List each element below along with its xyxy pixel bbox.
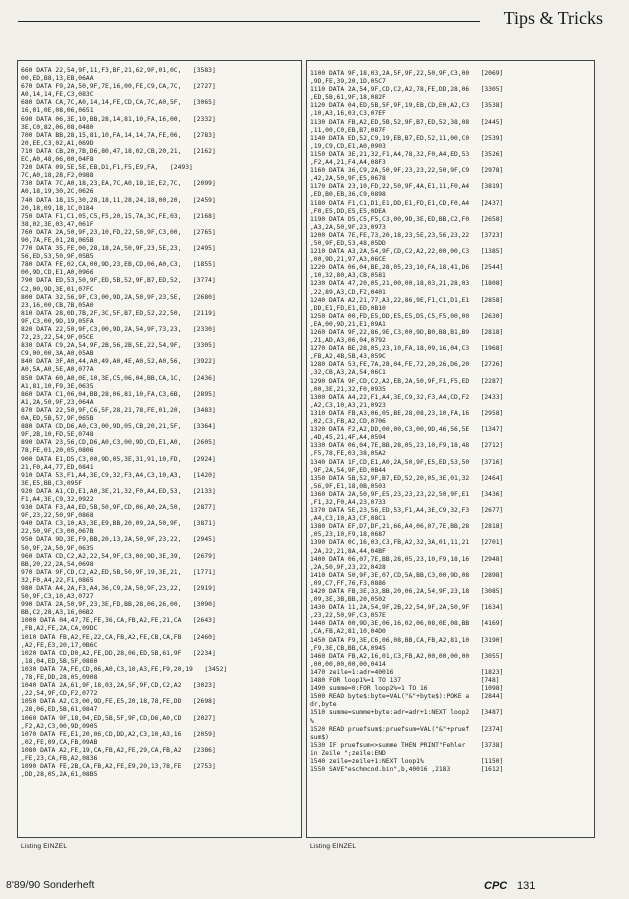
header-rule <box>18 21 480 22</box>
page-number: 131 <box>517 880 536 892</box>
program-listing-left: 660 DATA 22,54,9F,11,F3,BF,21,62,9F,01,0C, [3583] 00,ED,B8,13,EB,06AA 670 DATA F9,2A,50,9F,7E,16,00,FE,C9,CA,7C, [2727] A0,14,14,FE,C3,083C 680 DATA CA,7C,A0,14,14,FE,CD,CA,7C,A0,5F, [3065] 16,01,0E,08,06,0651 690 DATA 06,3E,10,BB,28,14,81,10,FA,16,00, [2332] 3E,C0,82,06,08,0480 700 DATA BB,28,15,81,10,FA,14,14,7A,FE,06, [2783] 20,EE,C3,02,A1,069D 710 DATA CB,20,7B,D6,80,47,18,02,CB,20,21, [2162] EC,A0,48,06,00,04F8 720 DATA 09,5E,5E,EB,D1,F1,F5,E9,FA, [2493] 7C,A0,18,28,F2,0988 730 DATA 7C,A0,18,23,EA,7C,A0,18,1E,E2,7C, [2099] A0,18,19,30,2C,0626 740 DATA 18,15,30,28,18,11,28,24,18,00,20, [2459] 20,18,09,18,1C,0184 750 DATA F1,C1,05,C5,F5,20,15,7A,3C,FE,03, [2168] 38,02,3E,03,47,061F 760 DATA 2A,50,9F,23,10,FD,22,50,9F,C3,00, [2765] 90,7A,FE,01,28,065B 770 DATA 35,FE,00,28,18,2A,50,9F,23,5E,23, [2495] 56,ED,53,50,9F,05B5 780 DATA FE,02,CA,00,9D,23,EB,CD,06,A0,C3, [1855] 00,9D,CD,E1,A0,0966 790 DATA ED,53,50,9F,ED,5B,52,9F,B7,ED,52, [3774] C2,00,9D,3E,01,07FC 800 DATA 32,56,9F,C3,00,9D,2A,50,9F,23,5E, [2680] 23,16,00,CB,7B,05A0 810 DATA 28,0D,7B,2F,3C,5F,B7,ED,52,22,50, [2119] 9F,C3,00,9D,19,05FA 820 DATA 22,50,9F,C3,00,9D,2A,54,9F,73,23, [2330] 72,23,22,54,9F,05CE 830 DATA C9,2A,54,9F,2B,56,2B,5E,22,54,9F, [3305] C9,00,00,3A,A0,05AB 840 DATA 3F,A0,44,A0,49,A0,4E,A0,52,A0,56, [3922] A0,5A,A0,5E,A0,077A 850 DATA 60,A0,0E,10,3E,C5,06,04,BB,CA,1C, [2436] A1,81,10,F9,3E,0635 860 DATA C1,06,04,BB,28,06,81,10,FA,C3,6B, [2895] A1,2A,50,9F,23,064A 870 DATA 22,50,9F,C6,5F,28,21,78,FE,01,20, [3483] 0A,ED,5B,57,9F,065B 880 DATA CD,D6,A0,C3,00,9D,05,CB,20,21,5F, [3364] 9F,2B,10,FD,5E,0748 890 DATA 23,56,CD,D6,A0,C3,00,9D,CD,E1,A0, [2605] 78,FE,01,20,05,0806 900 DATA E1,D5,C3,00,9D,05,3E,31,91,10,FD, [2924] 21,F0,A4,77,ED,0841 910 DATA 53,F1,A4,3E,C9,32,F3,A4,C3,10,A3, [1420] 3E,E5,BB,C3,095F 920 DATA A1,CD,E1,A0,3E,21,32,F0,A4,ED,53, [2133] F1,A4,3E,C9,32,0922 930 DATA F3,A4,ED,5B,50,9F,CD,06,A0,2A,50, [2877] 9F,23,22,50,9F,0868 940 DATA C3,10,A3,3E,E9,BB,20,09,2A,50,9F, [3871] 22,50,9F,C3,00,067B 950 DATA 9D,3E,F9,BB,20,13,2A,50,9F,23,22, [2945] 50,9F,2A,50,9F,0635 960 DATA CD,C2,A2,22,54,9F,C3,00,9D,3E,39, [2679] BB,20,22,2A,54,0698 970 DATA 9F,CD,C2,A2,ED,5B,50,9F,19,3E,21, [1771] 32,F0,A4,22,F1,0865 980 DATA A4,2A,F3,A4,36,C9,2A,50,9F,23,22, [2919] 50,9F,C3,10,A3,0727 990 DATA 2A,50,9F,23,3E,FD,BB,28,06,26,00, [3090] BB,C2,28,A3,16,06B2 1000 DATA 04,47,7E,FE,36,CA,FB,A2,FE,21,CA [2643] ,FB,A2,FE,2A,CA,09DC 1010 DATA FB,A2,FE,22,CA,FB,A2,FE,CB,CA,FB [2460] ,A2,FE,E3,20,17,0B6C 1020 DATA CD,D0,A2,FE,DD,28,06,ED,5B,61,9F [2234] ,18,04,ED,5B,5F,0860 1030 DATA 7A,FE,CD,06,A0,C3,10,A3,FE,F9,20,19 [3452] ,78,FE,DD,28,05,0908 1040 DATA 2A,61,9F,18,03,2A,5F,9F,CD,C2,A2 [3023] ,22,54,9F,CD,F2,0772 1050 DATA A2,C3,00,9D,FE,E5,20,18,78,FE,DD [2698] ,28,06,ED,5B,61,0847 1060 DATA 9F,18,04,ED,5B,5F,9F,CD,D6,A0,CD [2027] ,F2,A2,C3,00,9D,0905 1070 DATA FE,E1,20,06,CD,DD,A2,C3,10,A3,16 [2059] ,02,FE,09,CA,FB,09AB 1080 DATA A2,FE,19,CA,FB,A2,FE,29,CA,FB,A2 [2386] ,FE,23,CA,FB,A2,0836 1090 DATA FE,2B,CA,FB,A2,FE,E9,20,13,78,FE [2753] ,DD,28,05,2A,61,08B5 <box>21 67 228 779</box>
page-section-title: Tips & Tricks <box>503 8 603 28</box>
magazine-brand: CPC <box>484 880 508 892</box>
program-listing-right: 1100 DATA 9F,18,03,2A,5F,9F,22,50,9F,C3,00 [2069] ,9D,FE,39,20,1D,05C7 1110 DATA 2A,54,9F,CD,C2,A2,78,FE,DD,28,06 [3305] ,ED,5B,61,9F,18,082F 1120 DATA 04,ED,5B,5F,9F,19,EB,CD,E0,A2,C3 [3538] ,10,A3,16,03,C3,07EF 1130 DATA FB,A2,ED,5B,52,9F,B7,ED,52,38,08 [2445] ,11,00,C0,EB,B7,087F 1140 DATA ED,52,C9,19,EB,B7,ED,52,11,00,C0 [2539] ,19,C9,CD,E1,A0,0903 1150 DATA 3E,21,32,F1,A4,78,32,F0,A4,ED,53 [3526] ,F2,A4,21,F4,A4,08F3 1160 DATA 36,C9,2A,50,9F,23,23,22,50,9F,C9 [2978] ,42,2A,50,9F,E5,0678 1170 DATA 23,10,FD,22,50,9F,4A,E1,11,F0,A4 [3819] ,ED,B0,EB,36,C9,0898 1180 DATA F1,C1,D1,E1,DD,E1,FD,E1,CD,F0,A4 [2437] ,F0,E5,DD,E5,E5,0DEA 1190 DATA D5,C5,F5,C3,00,9D,3E,ED,BB,C2,F0 [2658] ,A3,2A,50,9F,23,0973 1200 DATA 7E,FE,73,20,18,23,5E,23,56,23,22 [3723] ,50,9F,ED,53,48,05DD 1210 DATA A3,2A,54,9F,CD,C2,A2,22,00,00,C3 [1385] ,00,9D,21,97,A3,06CE 1220 DATA 06,04,BE,28,05,23,10,FA,18,41,D6 [2544] ,10,32,80,A3,CB,0581 1230 DATA 47,20,05,21,00,00,18,03,21,28,03 [1808] ,22,89,A3,CD,F2,0401 1240 DATA A2,21,77,A3,22,86,9E,F1,C1,D1,E1 [2858] ,DD,E1,FD,E1,ED,0B10 1250 DATA 00,FD,E5,DD,E5,E5,D5,C5,F5,00,00 [2630] ,EA,00,9D,21,E1,09A1 1260 DATA 9F,22,86,9E,C3,00,9D,B0,B8,B1,B9 [2818] ,21,AD,A3,06,04,0792 1270 DATA BE,28,05,23,10,FA,18,09,16,04,C3 [1968] ,FB,A2,4B,5B,43,059C 1280 DATA 53,FE,7A,28,04,FE,72,20,26,D6,20 [2726] ,32,CB,A3,2A,54,06C1 1290 DATA 9F,CD,C2,A2,EB,2A,50,9F,F1,F5,ED [2287] ,00,3E,21,32,F0,0935 1300 DATA A4,22,F1,A4,3E,C9,32,F3,A4,CD,F2 [2433] ,A2,C3,10,A3,21,0923 1310 DATA FB,A3,06,05,BE,28,08,23,10,FA,16 [2958] ,02,C3,FB,A2,CD,0706 1320 DATA F2,A2,DD,00,00,C3,00,9D,46,56,5E [1347] ,4D,45,21,4F,A4,0594 1330 DATA 06,04,7E,BB,28,05,23,10,F9,18,48 [2712] ,F5,78,FE,03,38,05A2 1340 DATA 1F,CD,E1,A0,2A,50,9F,E5,ED,53,50 [3716] ,9F,2A,54,9F,ED,0B44 1350 DATA 5B,52,9F,B7,ED,52,20,05,3E,01,32 [2464] ,56,9F,E1,18,0B,0503 1360 DATA 2A,50,9F,E5,23,23,23,22,50,9F,E1 [3436] ,F1,32,F0,A4,23,0733 1370 DATA 5E,23,56,ED,53,F1,A4,3E,C9,32,F3 [2677] ,A4,C3,10,A3,CF,08C1 1380 DATA EF,D7,DF,21,66,A4,06,07,7E,BB,28 [2818] ,05,23,10,F9,18,0687 1390 DATA 0C,16,03,C3,FB,A2,32,3A,01,11,21 [2701] ,2A,22,21,8A,44,04BF 1400 DATA 06,07,7E,BB,28,05,23,10,F9,18,16 [2948] ,2A,50,9F,23,22,0428 1410 DATA 50,9F,3E,07,CD,5A,BB,C3,00,9D,08 [2898] ,09,C7,FF,76,F3,0886 1420 DATA FB,3E,33,BB,20,06,2A,54,9F,23,18 [3085] ,09,3E,3B,BB,20,0502 1430 DATA 11,2A,54,9F,2B,22,54,9F,2A,50,9F [1634] ,23,22,50,9F,C3,057E 1440 DATA 00,9D,3E,06,16,02,06,08,0E,08,BB [4169] ,CA,FB,A2,81,10,04D0 1450 DATA F9,3E,C6,06,08,BB,CA,FB,A2,81,10 [3190] ,F9,3E,CB,BB,CA,0945 1460 DATA FB,A2,16,01,C3,FB,A2,00,00,00,00 [3055] ,00,00,00,00,00,0414 1470 zeile=1:adr=40016 [1823] 1480 FOR loop1%=1 TO 137 [748] 1490 summe=0:FOR loop2%=1 TO 16 [1098] 1500 READ byte$:byte=VAL("&"+byte$):POKE a [2844] dr,byte 1510 summe=summe+byte:adr=adr+1:NEXT loop2 [3487] % 1520 READ pruefsum$:pruefsum=VAL("&"+pruef [2374] sum$) 1530 IF pruefsum<>summe THEN PRINT"Fehler [3738] in Zeile ";zeile:END 1540 zeile=zeile+1:NEXT loop1% [1150] 1550 SAVE"eschmcod.bin",b,40016 ,2183 [1612] <box>310 70 504 774</box>
listing-caption-left: Listing EINZEL <box>21 843 68 850</box>
listing-box-right <box>306 60 595 850</box>
listing-box-left <box>17 60 302 850</box>
issue-label: 8'89/90 Sonderheft <box>6 879 95 891</box>
listing-caption-right: Listing EINZEL <box>310 843 357 850</box>
